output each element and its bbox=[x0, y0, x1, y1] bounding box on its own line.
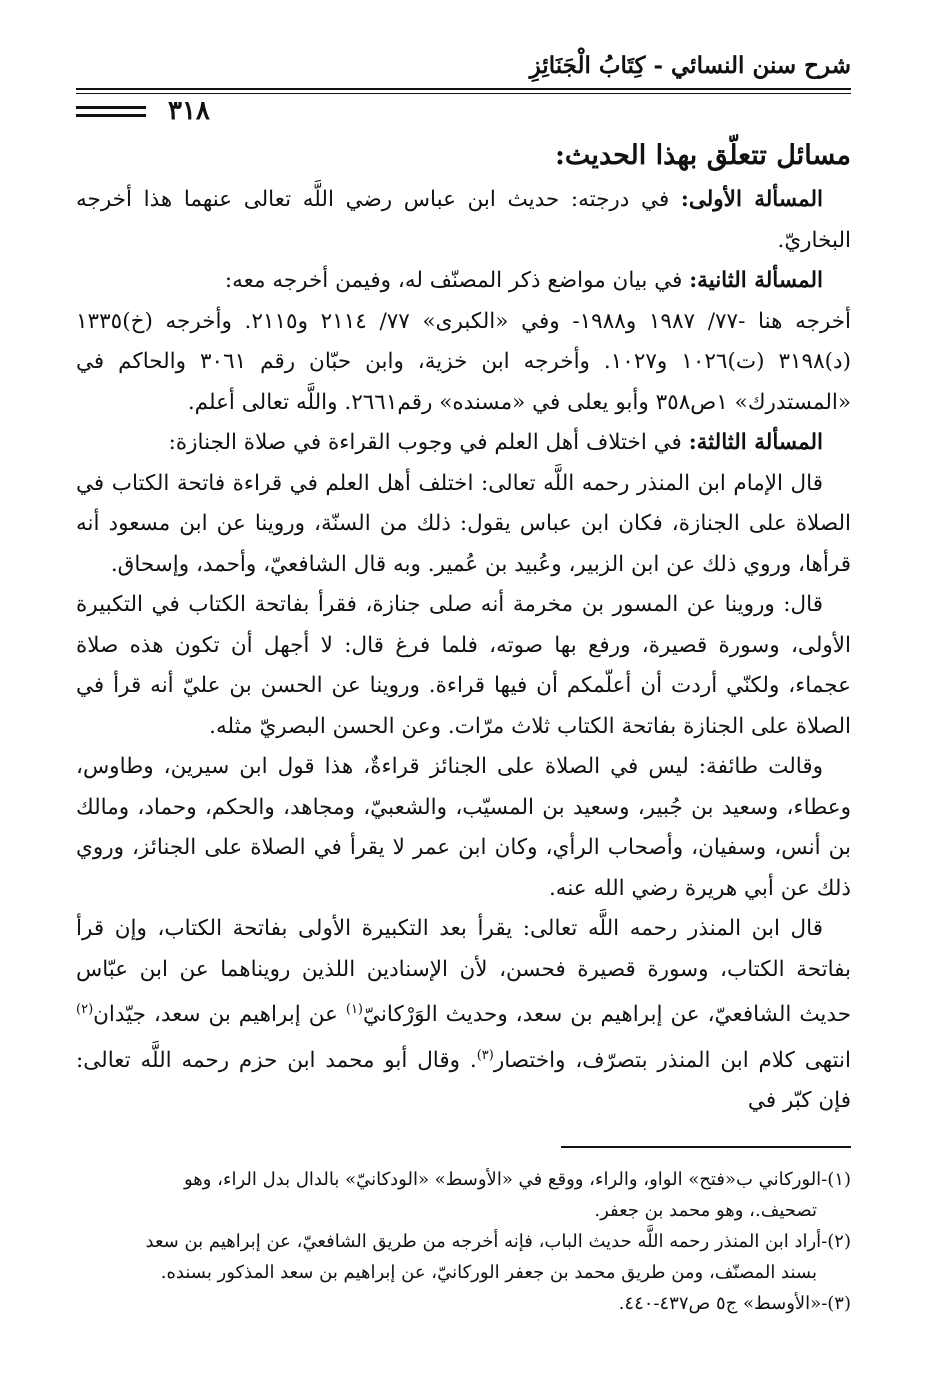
footnote-continuation: بسند المصنّف، ومن طريق محمد بن جعفر الوركانيّ، عن إبراهيم بن سعد المذكور بسنده. bbox=[160, 1261, 817, 1283]
section-heading: مسائل تتعلّق بهذا الحديث: bbox=[554, 140, 851, 171]
footnotes bbox=[76, 1164, 851, 1319]
closing-text-c: انتهى كلام ابن المنذر بتصرّف، واختصار bbox=[493, 1047, 851, 1073]
issue-1-text: في درجته: حديث ابن عباس رضي اللَّه تعالى عنهما هذا أخرجه البخاريّ. bbox=[76, 187, 851, 253]
issue-2 bbox=[76, 261, 851, 302]
footnote-item bbox=[76, 1164, 851, 1195]
footnote-text: أراد ابن المنذر رحمه اللَّه حديث الباب، فإنه أخرجه من طريق الشافعيّ، عن إبراهيم بن سعد bbox=[145, 1230, 822, 1252]
page-header bbox=[76, 52, 851, 124]
closing-text-a: قال ابن المنذر رحمه اللَّه تعالى: يقرأ بعد التكبيرة الأولى بفاتحة الكتاب، وإن قرأ بفاتحة الكتاب، وسورة قصيرة فحسن، لأن الإسنادين اللذين رويناهما عن ابن عبّاس حديث الشافعيّ، عن إبراهيم بن سعد، وحديث الوَرْكانيّ bbox=[76, 916, 851, 1028]
footnote-continuation: تصحيف.، وهو محمد بن جعفر. bbox=[594, 1199, 817, 1221]
issue-1-label: المسألة الأولى: bbox=[680, 187, 823, 212]
closing-text-b: عن إبراهيم بن سعد، جيّدان bbox=[93, 1002, 346, 1028]
footnote-text: الوركاني ب«فتح» الواو، والراء، ووقع في «الأوسط» «الودكانيّ» بالدال بدل الراء، وهو bbox=[183, 1168, 822, 1190]
page-number-block bbox=[76, 96, 222, 126]
closing-text-d: . وقال أبو محمد ابن حزم رحمه اللَّه تعالى: فإن كبّر في bbox=[76, 1047, 851, 1114]
issue-2-label: المسألة الثانية: bbox=[689, 268, 823, 293]
issue-3-text: في اختلاف أهل العلم في وجوب القراءة في صلاة الجنازة: bbox=[168, 430, 682, 455]
closing-paragraph bbox=[76, 909, 851, 1122]
header-rule-thin bbox=[76, 93, 851, 94]
footnote-ref-2[interactable]: (٢) bbox=[76, 1002, 94, 1017]
issue-2-details: أخرجه هنا -٧٧/ ١٩٨٧ و١٩٨٨- وفي «الكبرى» ٧٧/ ٢١١٤ و٢١١٥. وأخرجه (خ)١٣٣٥ (د)٣١٩٨ (ت)١٠٢٦ و١٠٢٧. وأخرجه ابن خزية، وابن حبّان رقم ٣٠٦١ والحاكم في «المستدرك» ١ص٣٥٨ وأبو يعلى في «مسنده» رقم٢٦٦١. واللَّه تعالى أعلم. bbox=[76, 308, 852, 415]
issue-3-label: المسألة الثالثة: bbox=[688, 430, 823, 455]
footnote-item bbox=[76, 1226, 851, 1257]
page-number: ٣١٨ bbox=[168, 96, 210, 126]
issue-2-text: في بيان مواضع ذكر المصنّف له، وفيمن أخرجه معه: bbox=[224, 268, 683, 293]
footnote-separator bbox=[561, 1146, 851, 1148]
footnote-number: (١)- bbox=[821, 1168, 851, 1190]
header-rule bbox=[76, 88, 851, 90]
footnote-number: (٣)- bbox=[821, 1292, 851, 1314]
book-title: شرح سنن النسائي - كِتَابُ الْجَنَائِزِ bbox=[529, 52, 851, 79]
footnote-ref-1[interactable]: (١) bbox=[345, 1002, 363, 1017]
issue-1 bbox=[76, 180, 851, 261]
paragraph: قال: وروينا عن المسور بن مخرمة أنه صلى جنازة، فقرأ بفاتحة الكتاب في التكبيرة الأولى، وسورة قصيرة، ورفع بها صوته، فلما فرغ قال: لا أجهل أن تكون هذه صلاة عجماء، ولكنّي أردت أن أعلّمكم أن فيها قراءة. وروينا عن الحسن بن عليّ أنه قرأ في الصلاة على الجنازة بفاتحة الكتاب ثلاث مرّات. وعن الحسن البصريّ مثله. bbox=[76, 592, 851, 739]
main-text bbox=[76, 180, 851, 1122]
footnote-item bbox=[76, 1288, 851, 1319]
issue-3 bbox=[76, 423, 851, 464]
page-number-rules bbox=[76, 101, 146, 122]
footnote-text: «الأوسط» ج٥ ص٤٣٧-٤٤٠. bbox=[618, 1292, 822, 1314]
footnote-number: (٢)- bbox=[821, 1230, 851, 1252]
paragraph: وقالت طائفة: ليس في الصلاة على الجنائز قراءةٌ، هذا قول ابن سيرين، وطاوس، وعطاء، وسعيد بن جُبير، وسعيد بن المسيّب، والشعبيّ، ومجاهد، والحكم، وحماد، ومالك بن أنس، وسفيان، وأصحاب الرأي، وكان ابن عمر لا يقرأ في الصلاة على الجنائز، وروي ذلك عن أبي هريرة رضي الله عنه. bbox=[76, 754, 851, 901]
paragraph: قال الإمام ابن المنذر رحمه اللَّه تعالى: اختلف أهل العلم في قراءة فاتحة الكتاب في الصلاة على الجنازة، فكان ابن عباس يقول: ذلك من السنّة، وروينا عن ابن مسعود أنه قرأها، وروي ذلك عن ابن الزبير، وعُبيد بن عُمير. وبه قال الشافعيّ، وأحمد، وإسحاق. bbox=[76, 470, 851, 577]
footnote-ref-3[interactable]: (٣) bbox=[476, 1047, 494, 1063]
